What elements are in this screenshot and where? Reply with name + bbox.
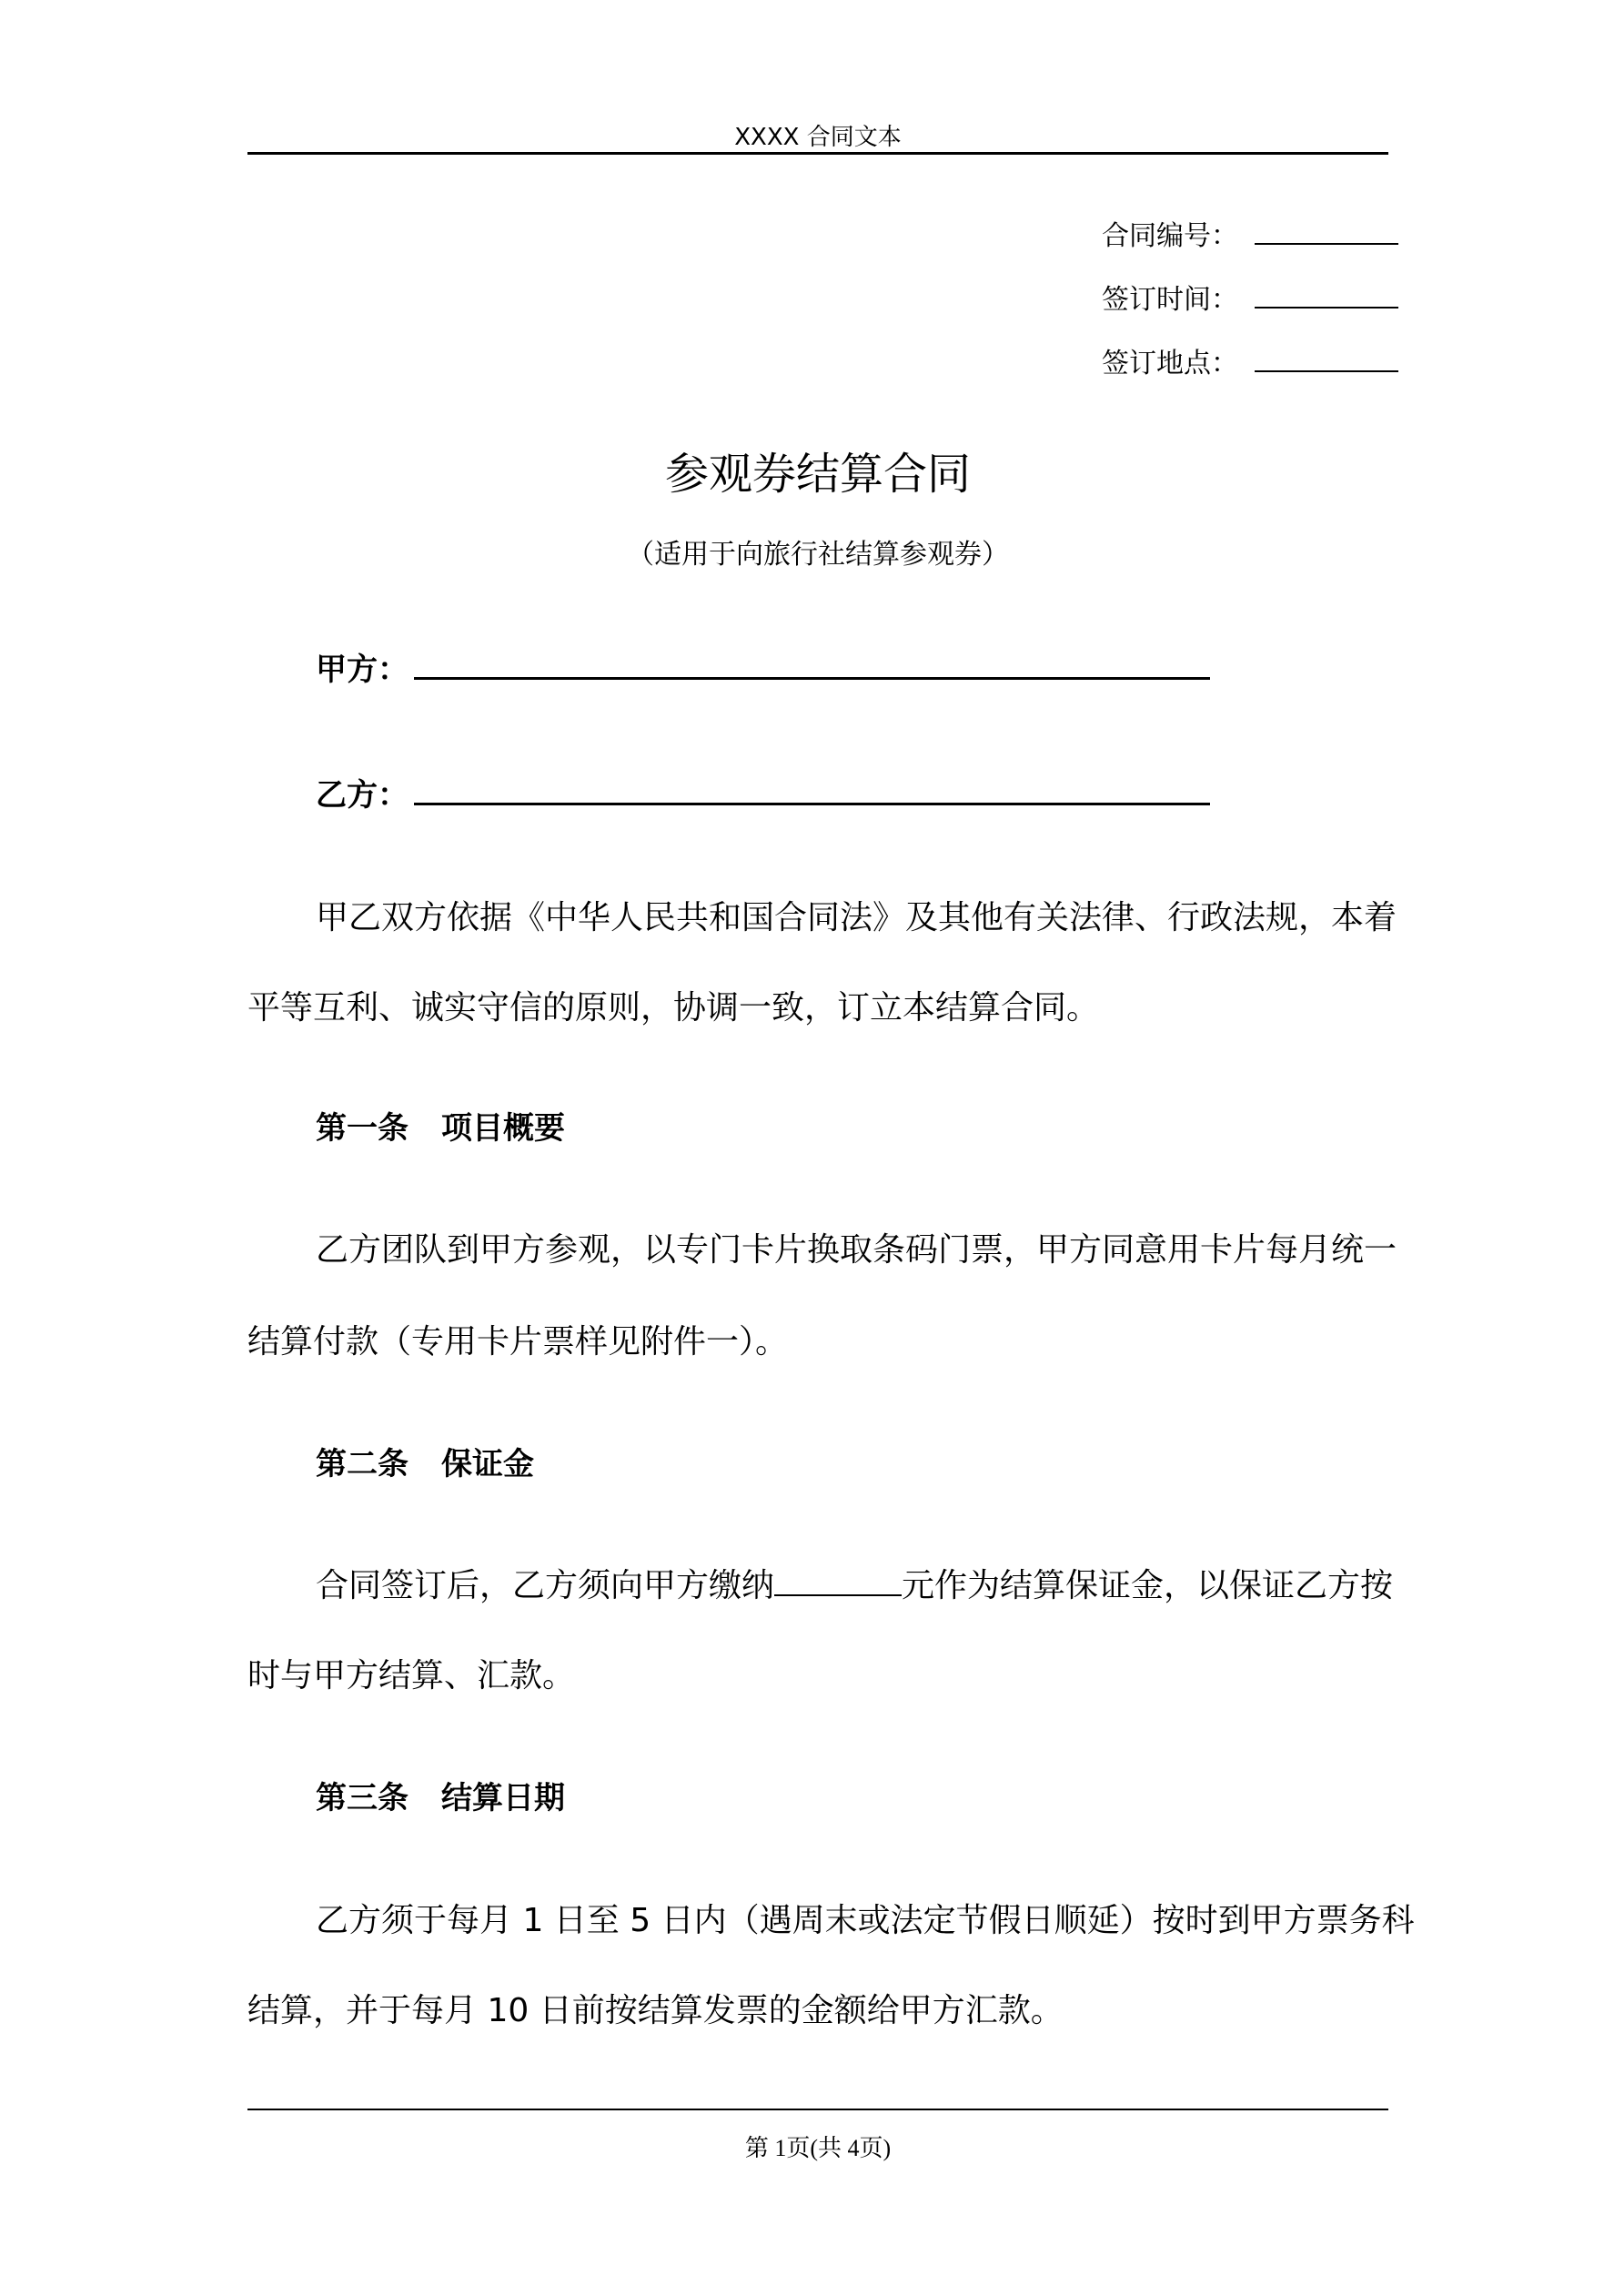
sign-place-blank — [1255, 347, 1398, 372]
article-number: 第一条 — [316, 1110, 409, 1147]
article-2-line-1 — [316, 1560, 1394, 1606]
article-number: 第三条 — [316, 1780, 409, 1816]
sign-date-label: 签订时间： — [1102, 284, 1238, 316]
party-a-label: 甲方： — [316, 652, 409, 688]
page-number: 第 1页(共 4页) — [744, 2135, 892, 2161]
sign-date-blank — [1255, 283, 1398, 308]
article-1-heading — [316, 1103, 565, 1148]
footer-rule — [247, 2109, 1388, 2110]
sign-place-label: 签订地点： — [1102, 348, 1238, 379]
document-subtitle: （适用于向旅行社结算参观券） — [627, 539, 1009, 571]
running-header: XXXX 合同文本 — [734, 124, 902, 151]
article-2-heading — [316, 1439, 534, 1483]
article-title: 保证金 — [441, 1446, 534, 1482]
article-number: 第二条 — [316, 1446, 409, 1482]
intro-line-1: 甲乙双方依据《中华人民共和国合同法》及其他有关法律、行政法规，本着 — [316, 899, 1397, 936]
article-3-line-2: 结算，并于每月 10 日前按结算发票的金额给甲方汇款。 — [247, 1992, 1064, 2029]
article-2-line-2: 时与甲方结算、汇款。 — [247, 1657, 576, 1694]
party-b-blank — [414, 775, 1210, 805]
sign-date-field — [1102, 277, 1398, 317]
document-title: 参观券结算合同 — [664, 449, 971, 500]
text: 元作为结算保证金，以保证乙方按 — [902, 1567, 1394, 1604]
header-rule — [247, 152, 1388, 155]
article-3-heading — [316, 1773, 565, 1817]
contract-number-blank — [1255, 219, 1398, 245]
article-title: 项目概要 — [441, 1110, 565, 1147]
article-3-line-1: 乙方须于每月 1 日至 5 日内（遇周末或法定节假日顺延）按时到甲方票务科 — [316, 1902, 1415, 1939]
article-1-line-2: 结算付款（专用卡片票样见附件一）。 — [247, 1323, 789, 1360]
party-a-blank — [414, 650, 1210, 680]
contract-number-field — [1102, 213, 1398, 253]
intro-line-2: 平等互利、诚实守信的原则，协调一致，订立本结算合同。 — [247, 989, 1100, 1027]
sign-place-field — [1102, 340, 1398, 380]
party-b — [316, 770, 1210, 814]
deposit-amount-blank — [774, 1567, 902, 1596]
text: 合同签订后，乙方须向甲方缴纳 — [316, 1567, 775, 1604]
article-title: 结算日期 — [441, 1780, 565, 1816]
party-b-label: 乙方： — [316, 777, 409, 814]
article-1-line-1: 乙方团队到甲方参观，以专门卡片换取条码门票，甲方同意用卡片每月统一 — [316, 1231, 1397, 1269]
party-a — [316, 644, 1210, 689]
contract-number-label: 合同编号： — [1102, 220, 1238, 252]
